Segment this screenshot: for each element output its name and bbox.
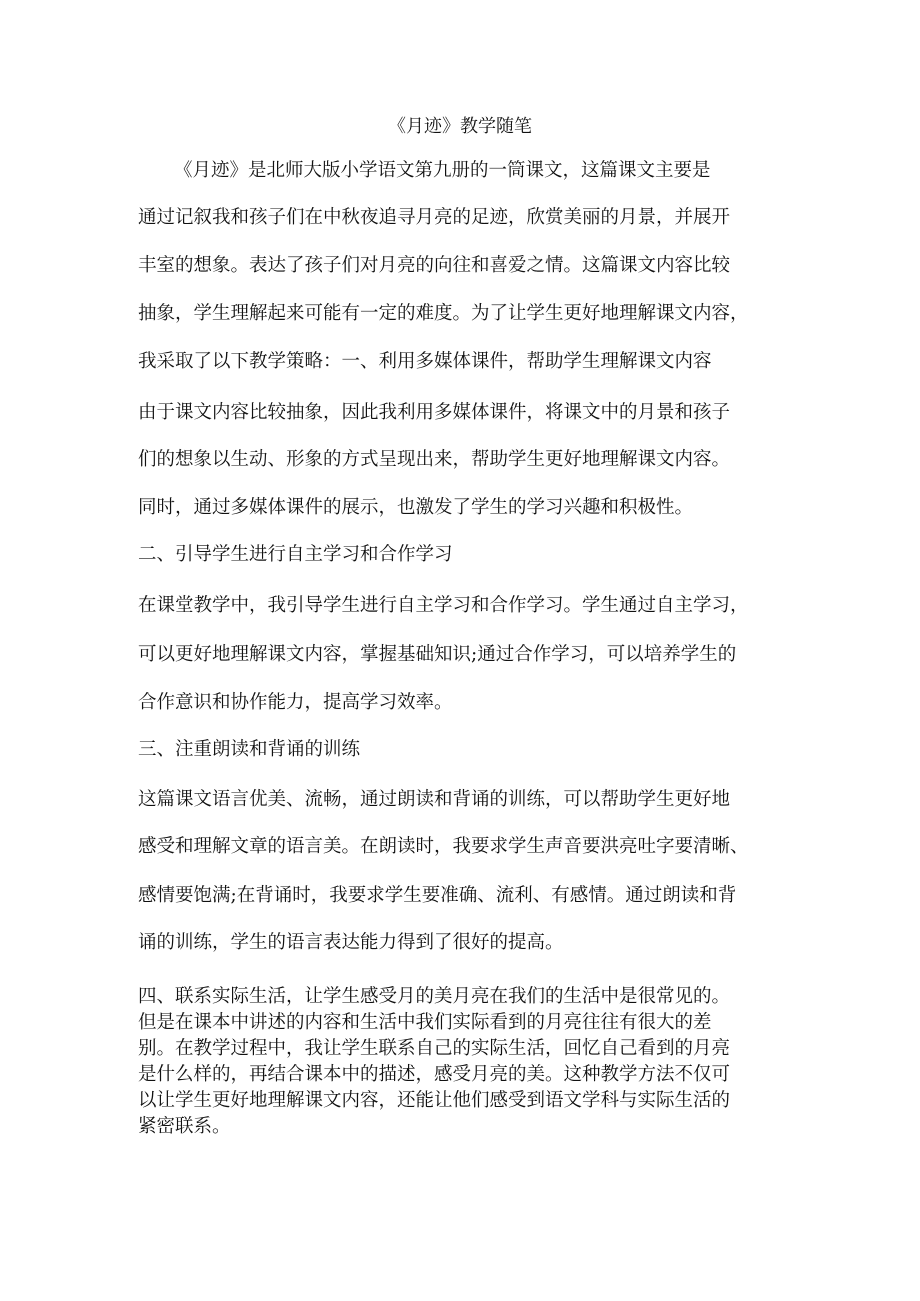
text-line: 丰室的想象。表达了孩子们对月亮的向往和喜爱之情。这篇课文内容比较: [138, 255, 731, 276]
section-2-heading: 二、引导学生进行自主学习和合作学习: [138, 544, 453, 565]
text-line: 以让学生更好地理解课文内容，还能让他们感受到语文学科与实际生活的: [138, 1090, 731, 1111]
text-line: 抽象，学生理解起来可能有一定的难度。为了让学生更好地理解课文内容，: [138, 303, 749, 324]
text-line: 合作意识和协作能力，提高学习效率。: [138, 692, 453, 713]
text-line: 《月迹》是北师大版小学语文第九册的一筒课文，这篇课文主要是: [174, 160, 711, 181]
text-line: 但是在课本中讲述的内容和生活中我们实际看到的月亮往往有很大的差: [138, 1012, 712, 1033]
text-line: 诵的训练，学生的语言表达能力得到了很好的提高。: [138, 932, 564, 953]
text-line: 同时，通过多媒体课件的展示，也激发了学生的学习兴趣和积极性。: [138, 497, 694, 518]
text-line: 通过记叙我和孩子们在中秋夜追寻月亮的足迹，欣赏美丽的月景，并展开: [138, 207, 731, 228]
text-line: 们的想象以生动、形象的方式呈现出来，帮助学生更好地理解课文内容。: [138, 449, 731, 470]
text-line: 是什么样的，再结合课本中的描述，感受月亮的美。这种教学方法不仅可: [138, 1064, 731, 1085]
text-line: 在课堂教学中，我引导学生进行自主学习和合作学习。学生通过自主学习，: [138, 595, 749, 616]
text-line: 可以更好地理解课文内容，掌握基础知识;通过合作学习，可以培养学生的: [138, 644, 737, 665]
text-line: 别。在教学过程中，我让学生联系自己的实际生活，回忆自己看到的月亮: [138, 1038, 731, 1059]
text-line: 由于课文内容比较抽象，因此我利用多媒体课件，将课文中的月景和孩子: [138, 402, 731, 423]
text-line: 这篇课文语言优美、流畅，通过朗读和背诵的训练，可以帮助学生更好地: [138, 789, 731, 810]
text-line: 感受和理解文章的语言美。在朗读时，我要求学生声音要洪亮吐字要清晰、: [138, 836, 749, 857]
text-line: 感情要饱满;在背诵时，我要求学生要准确、流利、有感情。通过朗读和背: [138, 885, 737, 906]
text-line: 我采取了以下教学策略：一、利用多媒体课件，帮助学生理解课文内容: [138, 351, 712, 372]
text-line: 四、联系实际生活，让学生感受月的美月亮在我们的生活中是很常见的。: [138, 986, 731, 1007]
text-line: 紧密联系。: [138, 1116, 231, 1137]
section-3-heading: 三、注重朗读和背诵的训练: [138, 739, 361, 760]
document-title: 《月迹》教学随笔: [388, 116, 532, 137]
